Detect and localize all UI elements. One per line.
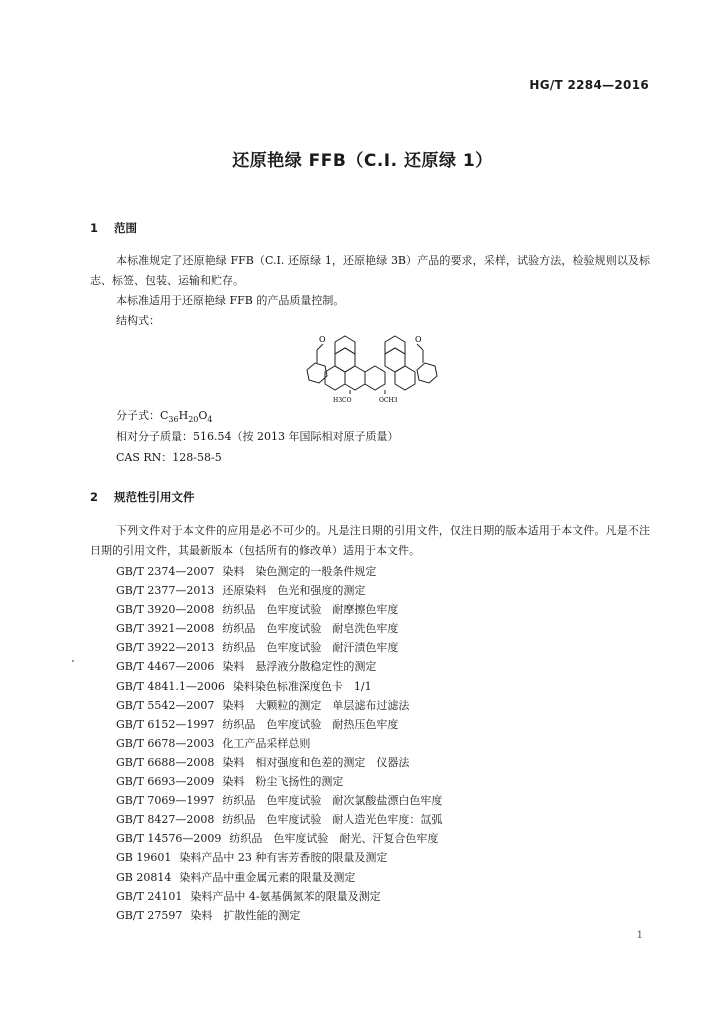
reference-item	[116, 810, 442, 829]
structure-label: 结构式：	[116, 314, 160, 327]
reference-item	[116, 906, 442, 925]
reference-code: GB/T 6693—2009	[116, 775, 215, 789]
reference-code: GB 20814	[116, 870, 172, 884]
element-c: C	[160, 409, 169, 422]
right-ring-a	[385, 348, 405, 372]
structural-formula	[295, 328, 445, 406]
standard-code: HG/T 2284—2016	[529, 78, 649, 92]
reference-title: 染料产品中重金属元素的限量及测定	[179, 870, 356, 884]
page-title: 还原艳绿 FFB（C.I. 还原绿 1）	[232, 151, 493, 171]
reference-list	[116, 562, 442, 925]
reference-title: 纺织品 色牢度试验 耐次氯酸盐漂白色牢度	[222, 794, 443, 808]
reference-code: GB/T 2374—2007	[116, 565, 215, 578]
methoxy-left: H3CO	[333, 397, 352, 404]
reference-title: 纺织品 色牢度试验 耐人造光色牢度：氙弧	[222, 813, 443, 827]
left-ring-a	[335, 348, 355, 372]
reference-title: 染料产品中 23 种有害芳香胺的限量及测定	[179, 851, 388, 865]
reference-title: 纺织品 色牢度试验 耐汗渍色牢度	[222, 641, 399, 655]
section-1-heading	[90, 220, 137, 236]
reference-item	[116, 696, 442, 715]
element-h: H	[178, 409, 189, 422]
reference-title: 染料 悬浮液分散稳定性的测定	[222, 660, 377, 674]
section-1-number: 1	[90, 221, 99, 235]
reference-title: 染料 相对强度和色差的测定 仪器法	[222, 755, 410, 769]
reference-code: GB/T 3920—2008	[116, 603, 215, 617]
reference-code: GB/T 8427—2008	[116, 813, 215, 827]
left-phenyl-ring	[307, 363, 327, 383]
reference-title: 纺织品 色牢度试验 耐光、汗复合色牢度	[229, 832, 439, 846]
reference-title: 染料 染色测定的一般条件规定	[222, 565, 377, 578]
reference-code: GB/T 6678—2003	[116, 736, 215, 750]
molecular-mass: 相对分子质量：516.54（按 2013 年国际相对原子质量）	[116, 430, 399, 443]
scan-speck	[72, 660, 74, 662]
right-ring-c	[395, 366, 415, 390]
reference-item	[116, 868, 442, 887]
carbonyl-o-right: O	[415, 335, 422, 344]
reference-item	[116, 600, 442, 619]
reference-item	[116, 772, 442, 791]
reference-item	[116, 848, 442, 867]
reference-title: 染料染色标准深度色卡 1/1	[232, 679, 372, 693]
reference-title: 纺织品 色牢度试验 耐摩擦色牢度	[222, 603, 399, 617]
reference-title: 染料 粉尘飞扬性的测定	[222, 775, 344, 789]
reference-title: 染料 扩散性能的测定	[190, 908, 301, 922]
reference-code: GB/T 5542—2007	[116, 698, 215, 712]
reference-item	[116, 753, 442, 772]
scope-text-1: 本标准规定了还原艳绿 FFB（C.I. 还原绿 1，还原艳绿 3B）产品的要求，采样，试验方法，检验规则以及标志、标签、包装、运输和贮存。	[90, 254, 650, 287]
reference-code: GB/T 4841.1—2006	[116, 679, 225, 693]
left-ring-c	[345, 366, 365, 390]
reference-item	[116, 715, 442, 734]
reference-item	[116, 734, 442, 753]
reference-title: 化工产品采样总则	[222, 736, 311, 750]
reference-code: GB/T 3922—2013	[116, 641, 215, 655]
reference-code: GB/T 14576—2009	[116, 832, 222, 846]
o-count: 4	[207, 415, 213, 425]
scope-paragraph	[90, 251, 650, 331]
left-ring-b	[325, 366, 345, 390]
reference-item	[116, 581, 442, 600]
normative-intro-text: 下列文件对于本文件的应用是必不可少的。凡是注日期的引用文件，仅注日期的版本适用于本文件。凡是不注日期的引用文件，其最新版本（包括所有的修改单）适用于本文件。	[90, 524, 650, 557]
element-o: O	[198, 409, 208, 422]
h-count: 20	[188, 415, 199, 425]
left-ring-d	[335, 336, 355, 354]
c-count: 36	[168, 415, 179, 425]
reference-item	[116, 887, 442, 906]
reference-item	[116, 791, 442, 810]
reference-title: 染料 大颗粒的测定 单层滤布过滤法	[222, 698, 410, 712]
reference-item	[116, 657, 442, 676]
reference-title: 染料产品中 4-氨基偶氮苯的限量及测定	[190, 889, 381, 903]
carbonyl-o-left: O	[319, 335, 326, 344]
molecular-formula-label: 分子式：	[116, 409, 160, 422]
right-ring-b	[365, 366, 385, 390]
page-number: 1	[636, 930, 643, 941]
section-1-title: 范围	[114, 221, 137, 235]
reference-code: GB/T 2377—2013	[116, 584, 215, 598]
reference-code: GB/T 3921—2008	[116, 622, 215, 636]
reference-code: GB/T 4467—2006	[116, 660, 215, 674]
right-phenyl-ring	[417, 363, 437, 383]
reference-title: 纺织品 色牢度试验 耐皂洗色牢度	[222, 622, 399, 636]
scope-text-2: 本标准适用于还原艳绿 FFB 的产品质量控制。	[116, 294, 345, 307]
molecular-formula	[116, 407, 213, 424]
reference-item	[116, 829, 442, 848]
reference-code: GB/T 7069—1997	[116, 794, 215, 808]
reference-title: 纺织品 色牢度试验 耐热压色牢度	[222, 717, 399, 731]
reference-item	[116, 677, 442, 696]
reference-code: GB/T 24101	[116, 889, 183, 903]
reference-code: GB 19601	[116, 851, 172, 865]
section-2-number: 2	[90, 490, 99, 504]
right-ring-d	[385, 336, 405, 354]
cas-number: CAS RN：128-58-5	[116, 451, 222, 464]
reference-code: GB/T 6152—1997	[116, 717, 215, 731]
section-2-heading	[90, 489, 195, 505]
reference-item	[116, 562, 442, 581]
reference-title: 还原染料 色光和强度的测定	[222, 584, 366, 598]
reference-code: GB/T 6688—2008	[116, 755, 215, 769]
methoxy-right: OCH3	[379, 397, 398, 404]
normative-intro	[90, 521, 650, 561]
section-2-title: 规范性引用文件	[114, 490, 195, 504]
reference-item	[116, 619, 442, 638]
reference-item	[116, 638, 442, 657]
reference-code: GB/T 27597	[116, 908, 183, 922]
